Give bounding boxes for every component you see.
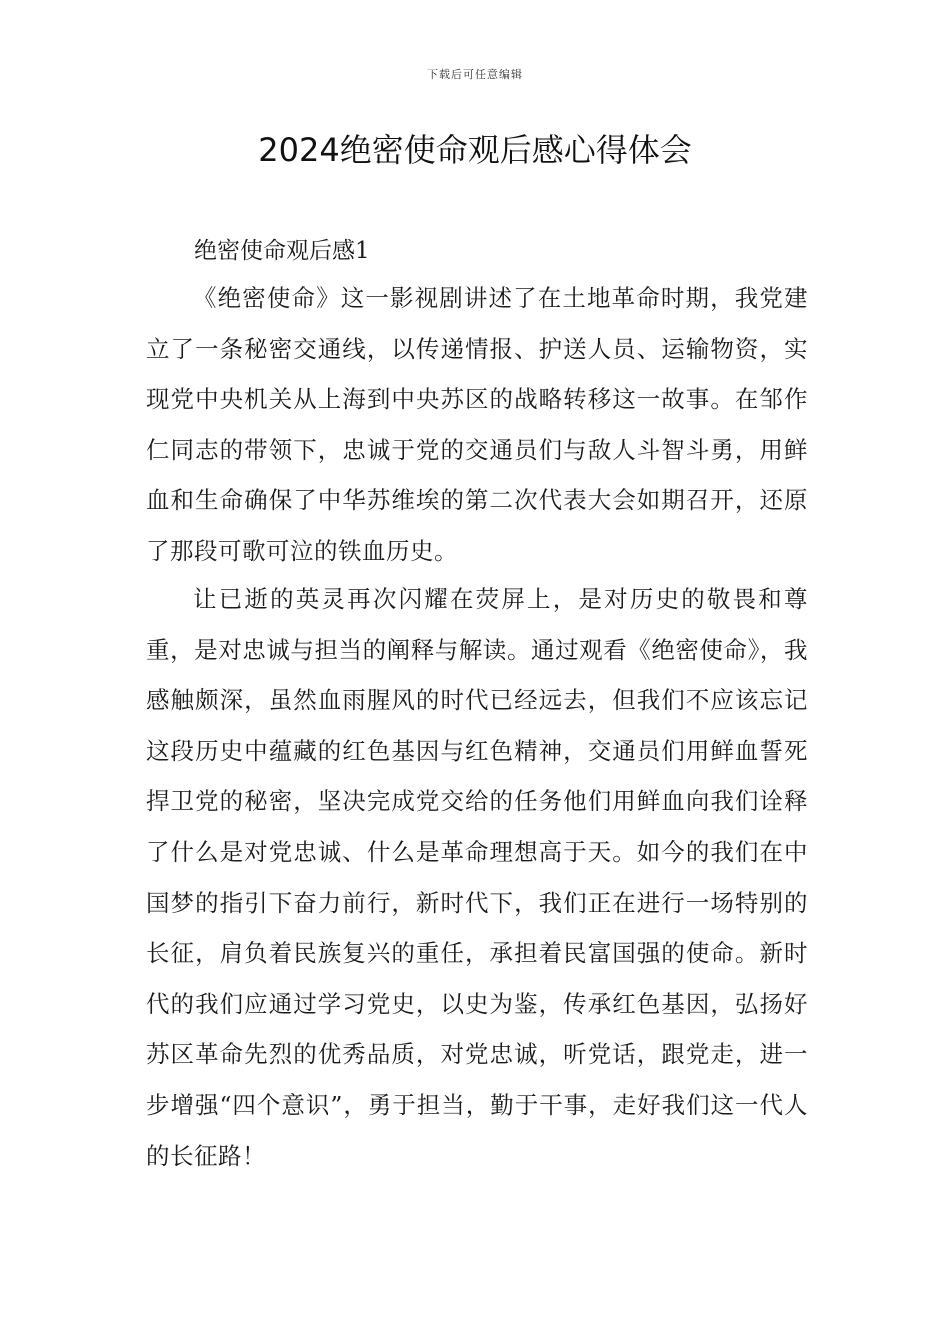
document-title: 2024绝密使命观后感心得体会 <box>258 131 692 169</box>
body-paragraph-1: 《绝密使命》这一影视剧讲述了在土地革命时期，我党建立了一条秘密交通线，以传递情报、护送人员、运输物资，实现党中央机关从上海到中央苏区的战略转移这一故事。在邹作仁同志的带领下，忠诚于党的交通员们与敌人斗智斗勇，用鲜血和生命确保了中华苏维埃的第二次代表大会如期召开，还原了那段可歌可泣的铁血历史。 <box>146 284 808 565</box>
section-heading: 绝密使命观后感1 <box>194 238 370 264</box>
body-paragraph-2: 让已逝的英灵再次闪耀在荧屏上，是对历史的敬畏和尊重，是对忠诚与担当的阐释与解读。通过观看《绝密使命》，我感触颇深，虽然血雨腥风的时代已经远去，但我们不应该忘记这段历史中蕴藏的红色基因与红色精神，交通员们用鲜血誓死捍卫党的秘密，坚决完成党交给的任务他们用鲜血向我们诠释了什么是对党忠诚、什么是革命理想高于天。如今的我们在中国梦的指引下奋力前行，新时代下，我们正在进行一场特别的长征，肩负着民族复兴的重任，承担着民富国强的使命。新时代的我们应通过学习党史，以史为鉴，传承红色基因，弘扬好苏区革命先烈的优秀品质，对党忠诚，听党话，跟党走，进一步增强“四个意识”，勇于担当，勤于干事，走好我们这一代人的长征路！ <box>146 585 808 1170</box>
header-note: 下载后可任意编辑 <box>427 68 523 81</box>
